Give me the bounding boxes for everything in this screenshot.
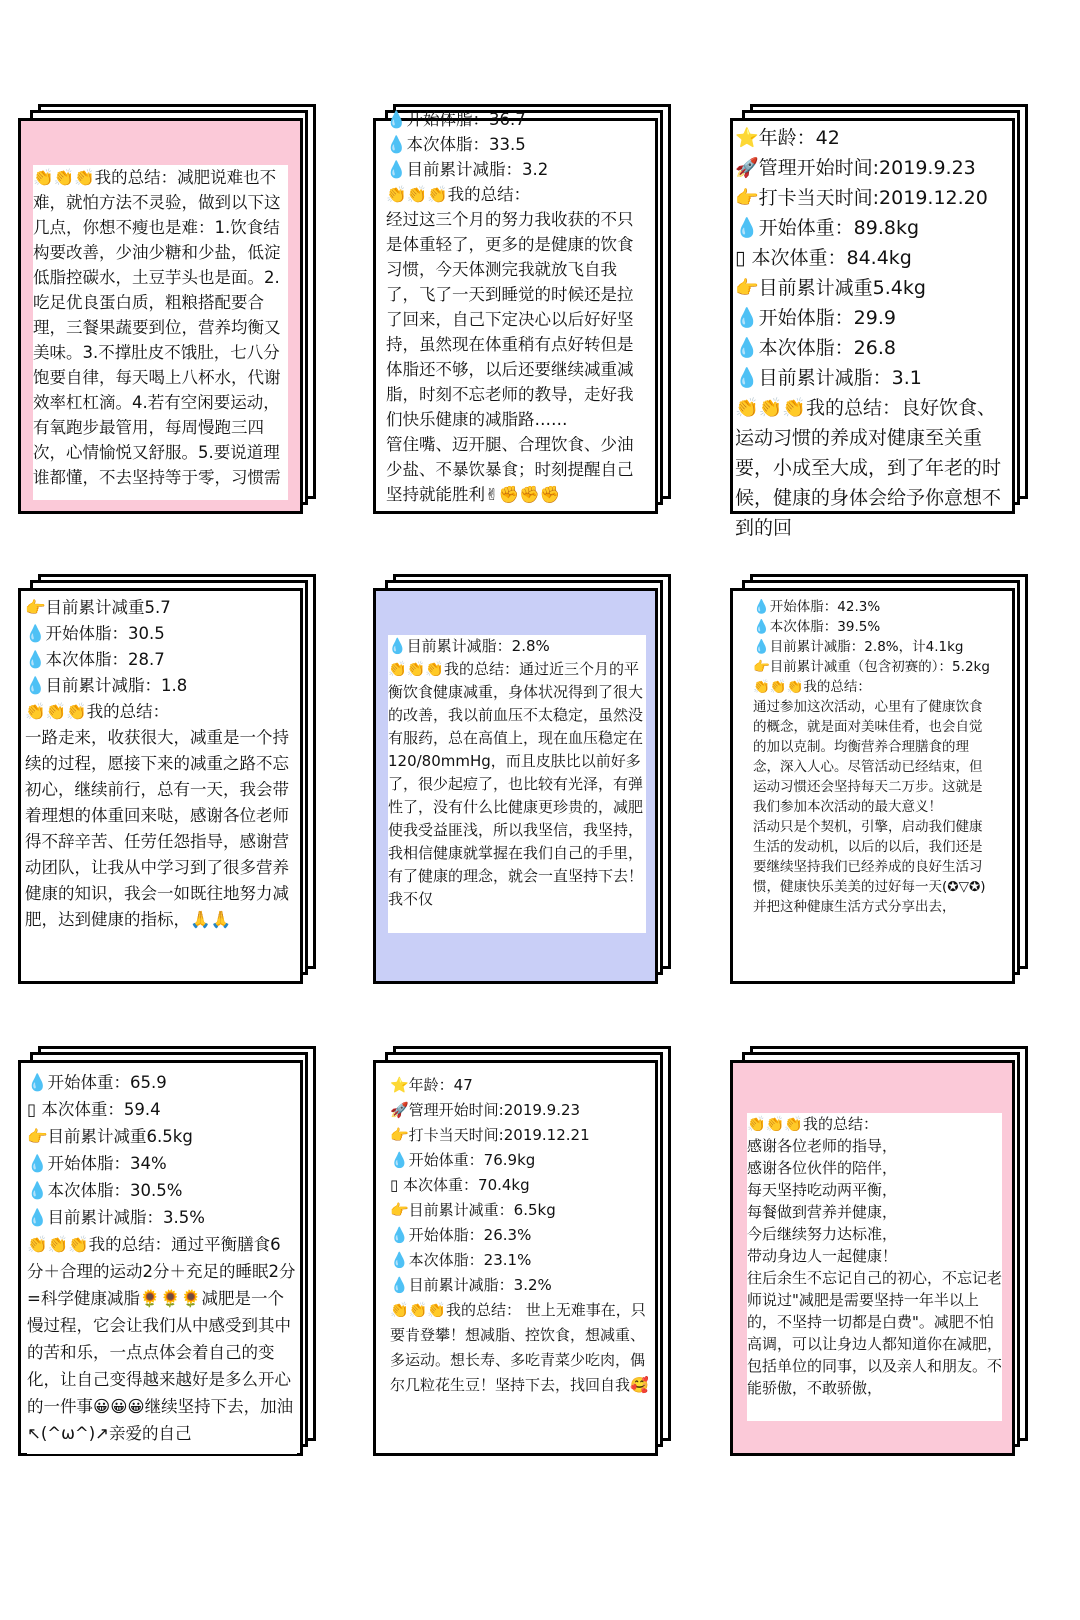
stat-line: 👉打卡当天时间:2019.12.20 <box>735 187 988 209</box>
summary-line: 带动身边人一起健康！ <box>747 1247 898 1265</box>
stat-line: 💧开始体脂：36.7 <box>386 110 526 129</box>
stat-line: 👉目前累计减重：6.5kg <box>390 1201 556 1219</box>
screenshot-card-6 <box>730 574 1030 984</box>
stat-line: 💧开始体脂：29.9 <box>735 307 896 329</box>
screenshot-card-8 <box>373 1046 673 1456</box>
summary-heading: 👏👏👏我的总结： <box>753 679 871 695</box>
stat-line: 🚀管理开始时间:2019.9.23 <box>735 157 976 179</box>
summary-text: 👏👏👏我的总结：减肥说难也不难，就怕方法不灵验，做到以下这几点，你想不瘦也是难：1.饮食结构要改善，少油少糖和少盐，低淀低脂控碳水，土豆芋头也是面。2.吃足优良蛋白质，粗粮搭配要合理，三餐果蔬要到位，营养均衡又美味。3.不撑肚皮不饿肚，七八分饱要自律，每天喝上八杯水，代谢效率杠杠滴。4.若有空闲要运动，有氧跑步最管用，每周慢跑三四次，心情愉悦又舒服。5.要说道理谁都懂，不去坚持等于零，习惯需 <box>33 168 281 487</box>
card-content <box>386 110 648 511</box>
stat-line: 💧目前累计减脂：3.2 <box>386 160 549 179</box>
summary-text: 👏👏👏我的总结： 世上无难事在，只要肯登攀！想减脂、控饮食，想减重、多运动。想长寿、多吃青菜少吃肉，偶尔几粒花生豆！坚持下去，找回自我🥰 <box>390 1301 649 1394</box>
summary-text: 经过这三个月的努力我收获的不只是体重轻了，更多的是健康的饮食习惯，今天体测完我就放飞自我了，飞了一天到睡觉的时候还是拉了回来，自己下定决心以后好好坚持，虽然现在体重稍有点好转但是体脂还不够，以后还要继续减重减脂，时刻不忘老师的教导，走好我们快乐健康的减脂路…… <box>386 210 634 429</box>
stat-line: 💧本次体脂：33.5 <box>386 135 526 154</box>
stat-line: 💧目前累计减脂：2.8% <box>388 637 550 655</box>
card-content <box>25 595 297 963</box>
screenshot-card-4 <box>18 574 318 984</box>
stat-line: 👉目前累计减重5.4kg <box>735 277 926 299</box>
summary-text: 往后余生不忘记自己的初心，不忘记老师说过"减肥是需要坚持一年半以上的，不坚持一切都是白费"。减肥不怕高调，可以让身边人都知道你在减肥，包括单位的同事，以及亲人和朋友。不能骄傲，不敢骄傲， <box>747 1269 1003 1397</box>
stat-line: 💧开始体重：89.8kg <box>735 217 920 239</box>
card-content <box>753 597 993 975</box>
stat-line: 💧本次体脂：26.8 <box>735 337 896 359</box>
stat-line: 💧开始体脂：26.3% <box>390 1226 532 1244</box>
stat-line: 🚀管理开始时间:2019.9.23 <box>390 1101 581 1119</box>
screenshot-card-1 <box>18 104 318 514</box>
card-content <box>33 165 288 500</box>
summary-text: 👏👏👏我的总结：良好饮食、运动习惯的养成对健康至关重要，小成至大成，到了年老的时候，健康的身体会给予你意想不到的回 <box>735 397 1002 539</box>
card-front <box>730 588 1015 984</box>
stat-line: ⭐年龄：42 <box>735 127 840 149</box>
stat-line: 👉目前累计减重（包含初赛的）：5.2kg <box>753 659 990 675</box>
card-front <box>730 1060 1015 1456</box>
stat-line: 💧目前累计减脂：1.8 <box>25 676 188 695</box>
card-content <box>390 1073 652 1445</box>
screenshot-card-5 <box>373 574 673 984</box>
stat-line: 💧目前累计减脂：3.5% <box>27 1208 205 1227</box>
summary-line: 今后继续努力达标准， <box>747 1225 898 1243</box>
summary-text: 通过参加这次活动，心里有了健康饮食的概念，就是面对美味佳肴，也会自觉的加以克制。均衡营养合理膳食的理念，深入人心。尽管活动已经结束，但运动习惯还会坚持每天二万步。这就是我们参加本次活动的最大意义！ <box>753 699 983 815</box>
stat-line: 💧开始体重：76.9kg <box>390 1151 536 1169</box>
stat-line: 💧目前累计减脂：3.2% <box>390 1276 552 1294</box>
summary-line: 感谢各位伙伴的陪伴， <box>747 1159 898 1177</box>
card-front <box>18 1060 303 1456</box>
card-front <box>373 1060 658 1456</box>
summary-text: 管住嘴、迈开腿、合理饮食、少油少盐、不暴饮暴食；时刻提醒自己坚持就能胜利✌✊✊✊ <box>386 435 634 504</box>
summary-heading: 👏👏👏我的总结： <box>386 185 531 204</box>
summary-text: 活动只是个契机，引擎，启动我们健康生活的发动机，以后的以后，我们还是要继续坚持我们已经养成的良好生活习惯，健康快乐美美的过好每一天(✪▽✪) <box>753 819 986 895</box>
stat-line: ▯ 本次体重：84.4kg <box>735 247 912 269</box>
summary-text: 并把这种健康生活方式分享出去， <box>753 899 956 915</box>
card-content <box>388 635 646 933</box>
stat-line: 💧本次体脂：39.5% <box>753 619 881 635</box>
stat-line: 💧本次体脂：28.7 <box>25 650 165 669</box>
summary-line: 每餐做到营养并健康， <box>747 1203 898 1221</box>
screenshot-card-3 <box>730 104 1030 539</box>
summary-text: 👏👏👏我的总结：通过近三个月的平衡饮食健康减重，身体状况得到了很大的改善，我以前血压不太稳定，虽然没有服药，总在高值上，现在血压稳定在120/80mmHg，而且皮肤比以前好多了，很少起痘了，也比较有光泽，有弹性了，没有什么比健康更珍贵的，减肥使我受益匪浅，所以我坚信，我坚持，我相信健康就掌握在我们自己的手里，有了健康的理念，就会一直坚持下去！我不仅 <box>388 660 644 908</box>
stat-line: 💧本次体脂：30.5% <box>27 1181 183 1200</box>
stat-line: 💧目前累计减脂：3.1 <box>735 367 922 389</box>
summary-heading: 👏👏👏我的总结： <box>747 1115 879 1133</box>
card-front <box>730 118 1015 539</box>
card-front <box>373 110 658 514</box>
card-content <box>747 1113 1002 1421</box>
stat-line: 👉目前累计减重6.5kg <box>27 1127 193 1146</box>
stat-line: 👉打卡当天时间:2019.12.21 <box>390 1126 590 1144</box>
screenshot-card-9 <box>730 1046 1030 1456</box>
stat-line: ▯ 本次体重：70.4kg <box>390 1176 530 1194</box>
card-front <box>373 588 658 984</box>
summary-text: 👏👏👏我的总结：通过平衡膳食6分＋合理的运动2分＋充足的睡眠2分=科学健康减脂🌻🌻🌻减肥是一个慢过程，它会让我们从中感受到其中的苦和乐，一点点体会着自己的变化，让自己变得越来越好是多么开心的一件事😀😀😀继续坚持下去，加油↖(^ω^)↗亲爱的自己 <box>27 1235 296 1443</box>
summary-line: 感谢各位老师的指导， <box>747 1137 898 1155</box>
card-front <box>18 588 303 984</box>
stat-line: 👉目前累计减重5.7 <box>25 598 171 617</box>
stat-line: 💧开始体脂：30.5 <box>25 624 165 643</box>
summary-line: 每天坚持吃动两平衡， <box>747 1181 898 1199</box>
summary-heading: 👏👏👏我的总结： <box>25 702 170 721</box>
stat-line: ▯ 本次体重：59.4 <box>27 1100 161 1119</box>
stat-line: ⭐年龄：47 <box>390 1076 473 1094</box>
summary-text: 一路走来，收获很大，减重是一个持续的过程，愿接下来的减重之路不忘初心，继续前行，总有一天，我会带着理想的体重回来哒，感谢各位老师得不辞辛苦、任劳任怨指导，感谢营动团队，让我从中学习到了很多营养健康的知识，我会一如既往地努力减肥，达到健康的指标，🙏🙏 <box>25 728 289 929</box>
stat-line: 💧目前累计减脂：2.8%，计4.1kg <box>753 639 964 655</box>
screenshot-card-2 <box>373 104 673 514</box>
stat-line: 💧开始体脂：42.3% <box>753 599 881 615</box>
screenshot-card-7 <box>18 1046 318 1456</box>
card-front <box>18 118 303 514</box>
stat-line: 💧本次体脂：23.1% <box>390 1251 532 1269</box>
stat-line: 💧开始体脂：34% <box>27 1154 167 1173</box>
card-content <box>735 123 1011 539</box>
card-content <box>27 1069 297 1454</box>
stat-line: 💧开始体重：65.9 <box>27 1073 167 1092</box>
